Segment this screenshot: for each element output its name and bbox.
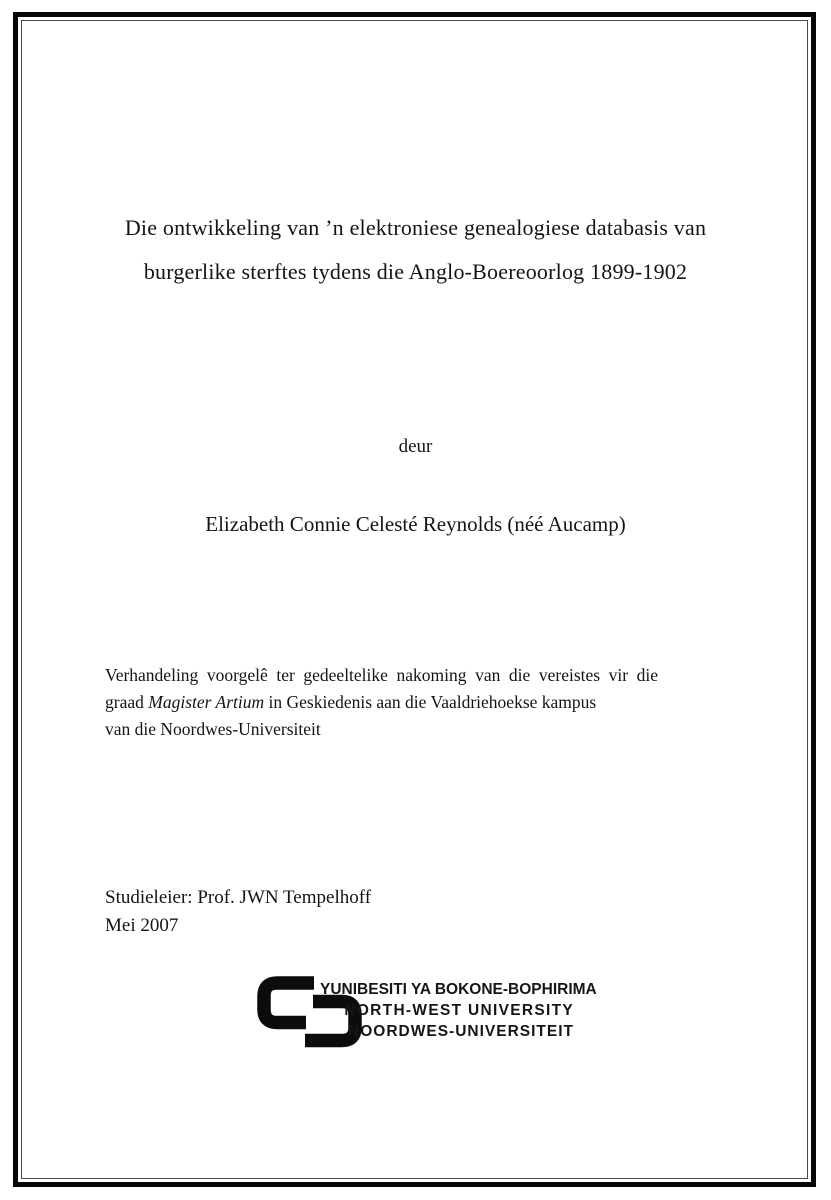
supervisor-and-date	[105, 884, 371, 940]
degree-name-italic: Magister Artium	[148, 692, 265, 712]
logo-text-afrikaans: NOORDWES-UNIVERSITEIT	[348, 1023, 574, 1040]
submission-statement	[105, 662, 739, 743]
logo-text-english: NORTH-WEST UNIVERSITY	[344, 1002, 574, 1019]
logo-text-setswana: YUNIBESITI YA BOKONE-BOPHIRIMA	[320, 981, 597, 998]
thesis-title	[60, 206, 771, 294]
university-logo	[0, 970, 831, 1060]
statement-line-1: Verhandeling voorgelê ter gedeeltelike nakoming van die vereistes vir die	[105, 665, 659, 685]
author-name: Elizabeth Connie Celesté Reynolds (néé Aucamp)	[205, 512, 626, 536]
university-logo-text	[320, 979, 597, 1042]
date-line: Mei 2007	[105, 915, 179, 936]
supervisor-line: Studieleier: Prof. JWN Tempelhoff	[105, 887, 372, 908]
statement-line-2-prefix: graad	[105, 692, 149, 712]
statement-line-2	[105, 689, 739, 716]
thesis-title-line-2: burgerlike sterftes tydens die Anglo-Boereoorlog 1899-1902	[143, 259, 688, 284]
thesis-title-line-1: Die ontwikkeling van ’n elektroniese genealogiese databasis van	[124, 215, 707, 240]
statement-line-3: van die Noordwes-Universiteit	[105, 719, 321, 739]
byline-deur: deur	[398, 436, 433, 457]
statement-line-2-suffix: in Geskiedenis aan die Vaaldriehoekse kampus	[264, 692, 597, 712]
